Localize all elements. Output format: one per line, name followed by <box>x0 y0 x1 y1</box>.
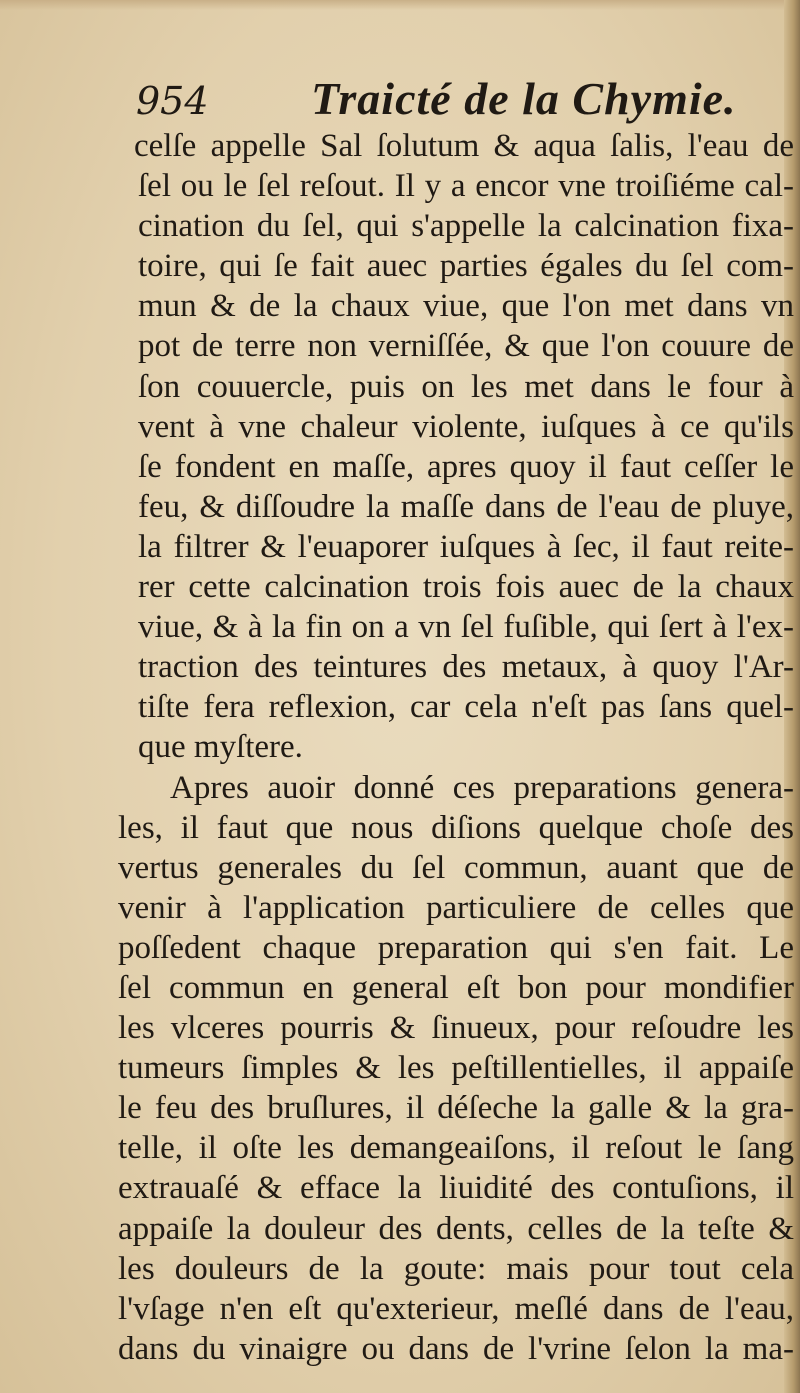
text-line: toire, qui ſe fait auec parties égales du ſel com- <box>138 248 794 285</box>
text-line: vent à vne chaleur violente, iuſques à ce qu'ils <box>138 408 794 445</box>
text-line: que myſtere. <box>138 729 303 766</box>
text-line: cination du ſel, qui s'appelle la calcination fixa- <box>138 208 794 245</box>
text-line: traction des teintures des metaux, à quoy l'Ar- <box>138 649 794 686</box>
text-line: l'vſage n'en eſt qu'exterieur, meſlé dans de l'eau, <box>118 1290 794 1327</box>
text-line: tiſte fera reflexion, car cela n'eſt pas ſans quel- <box>138 689 794 726</box>
text-line: appaiſe la douleur des dents, celles de la teſte & <box>118 1210 794 1247</box>
page-top-edge <box>0 0 800 10</box>
text-line: les douleurs de la goute: mais pour tout cela <box>118 1250 794 1287</box>
text-line: poſſedent chaque preparation qui s'en fait. Le <box>118 929 794 966</box>
text-line: ſon couuercle, puis on les met dans le four à <box>138 368 794 405</box>
text-line: ſel commun en general eſt bon pour mondifier <box>118 969 794 1006</box>
text-line: les, il faut que nous diſions quelque choſe des <box>118 809 794 846</box>
text-line: venir à l'application particuliere de celles que <box>118 889 794 926</box>
body-text <box>118 126 794 1369</box>
text-line: telle, il oſte les demangeaiſons, il reſout le ſang <box>118 1130 794 1167</box>
text-line: ſel ou le ſel reſout. Il y a encor vne troiſiéme cal- <box>138 168 794 205</box>
text-line: viue, & à la fin on a vn ſel fuſible, qui ſert à l'ex- <box>138 609 794 646</box>
page-header <box>136 70 776 130</box>
text-line: extrauaſé & efface la liuidité des contuſions, il <box>118 1170 794 1207</box>
paragraph-start-line: Apres auoir donné ces preparations genera- <box>170 769 794 806</box>
text-line: pot de terre non verniſſée, & que l'on couure de <box>138 328 794 365</box>
text-line: celſe appelle Sal ſolutum & aqua ſalis, l'eau de <box>134 128 794 164</box>
text-line: la filtrer & l'euaporer iuſques à ſec, il faut reite- <box>138 528 794 565</box>
text-line: rer cette calcination trois fois auec de la chaux <box>138 569 794 606</box>
text-line: vertus generales du ſel commun, auant que de <box>118 849 794 886</box>
running-title: Traicté de la Chymie. <box>311 73 737 124</box>
page-number: 954 <box>136 79 209 123</box>
text-line: tumeurs ſimples & les peſtillentielles, il appaiſe <box>118 1050 794 1087</box>
text-line: le feu des bruſlures, il déſeche la galle & la gra- <box>118 1090 794 1127</box>
text-line: ſe fondent en maſſe, apres quoy il faut ceſſer le <box>138 448 794 485</box>
text-line: les vlceres pourris & ſinueux, pour reſoudre les <box>118 1010 794 1047</box>
text-line: mun & de la chaux viue, que l'on met dans vn <box>138 288 794 325</box>
text-line: dans du vinaigre ou dans de l'vrine ſelon la ma- <box>118 1330 794 1367</box>
text-line: feu, & diſſoudre la maſſe dans de l'eau de pluye, <box>138 488 794 525</box>
